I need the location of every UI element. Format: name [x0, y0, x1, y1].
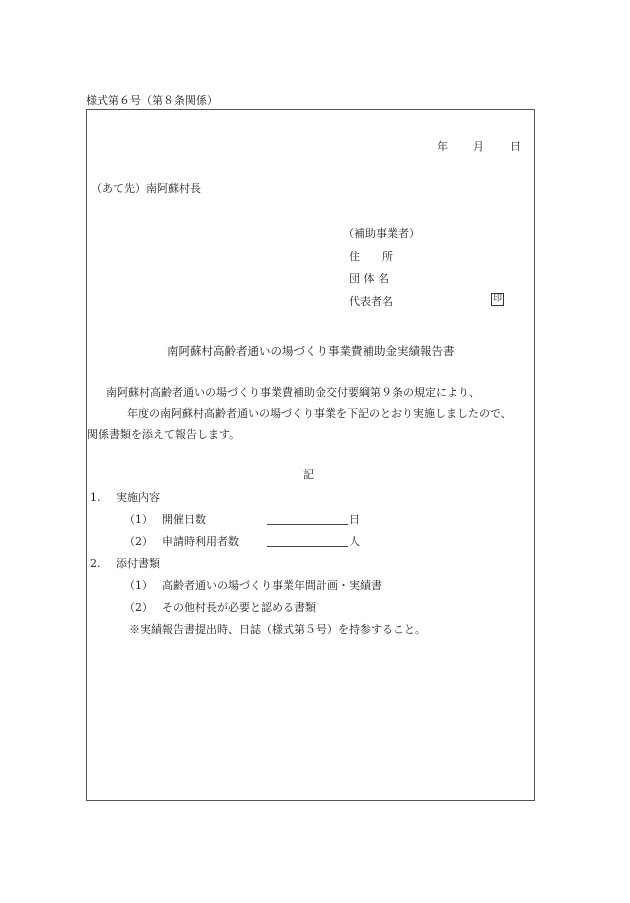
users-input-line[interactable] — [267, 546, 348, 547]
representative-label: 代表者名 — [349, 295, 393, 308]
attachment-note: ※実績報告書提出時、日誌（様式第５号）を持参すること。 — [129, 623, 426, 636]
organization-label: 団 体 名 — [349, 272, 389, 285]
item-1-2-label: 申請時利用者数 — [162, 535, 239, 548]
note-heading: 記 — [303, 468, 314, 481]
date-day-label: 日 — [510, 140, 521, 153]
body-line-3: 関係書類を添えて報告します。 — [87, 428, 241, 441]
item-1-1-number: （1） — [124, 513, 153, 526]
days-input-line[interactable] — [267, 524, 348, 525]
item-2-2-label: その他村長が必要と認める書類 — [162, 601, 316, 614]
date-month-label: 月 — [473, 140, 484, 153]
item-2-1-label: 高齢者通いの場づくり事業年間計画・実績書 — [162, 579, 382, 592]
body-line-2: 年度の南阿蘇村高齢者通いの場づくり事業を下記のとおり実施しましたので、 — [127, 407, 512, 420]
item-1-1-label: 開催日数 — [162, 513, 206, 526]
section-1-number: 1. — [90, 491, 101, 504]
item-1-2-number: （2） — [124, 535, 153, 548]
section-2-title: 添付書類 — [116, 557, 160, 570]
item-2-1-number: （1） — [124, 579, 153, 592]
date-year-label: 年 — [437, 140, 448, 153]
section-1-title: 実施内容 — [116, 491, 160, 504]
section-2-number: 2. — [90, 557, 101, 570]
addressee: （あて先）南阿蘇村長 — [91, 182, 201, 195]
item-1-2-unit: 人 — [349, 535, 360, 548]
document-title: 南阿蘇村高齢者通いの場づくり事業費補助金実績報告書 — [167, 344, 455, 358]
form-number-label: 様式第６号（第８条関係） — [86, 94, 218, 107]
applicant-heading: （補助事業者） — [343, 227, 420, 240]
body-line-1: 南阿蘇村高齢者通いの場づくり事業費補助金交付要綱第９条の規定により、 — [106, 386, 480, 399]
seal-icon: 印 — [492, 294, 502, 304]
item-2-2-number: （2） — [124, 601, 153, 614]
item-1-1-unit: 日 — [349, 513, 360, 526]
address-label: 住 所 — [349, 250, 393, 263]
form-frame — [86, 109, 535, 801]
